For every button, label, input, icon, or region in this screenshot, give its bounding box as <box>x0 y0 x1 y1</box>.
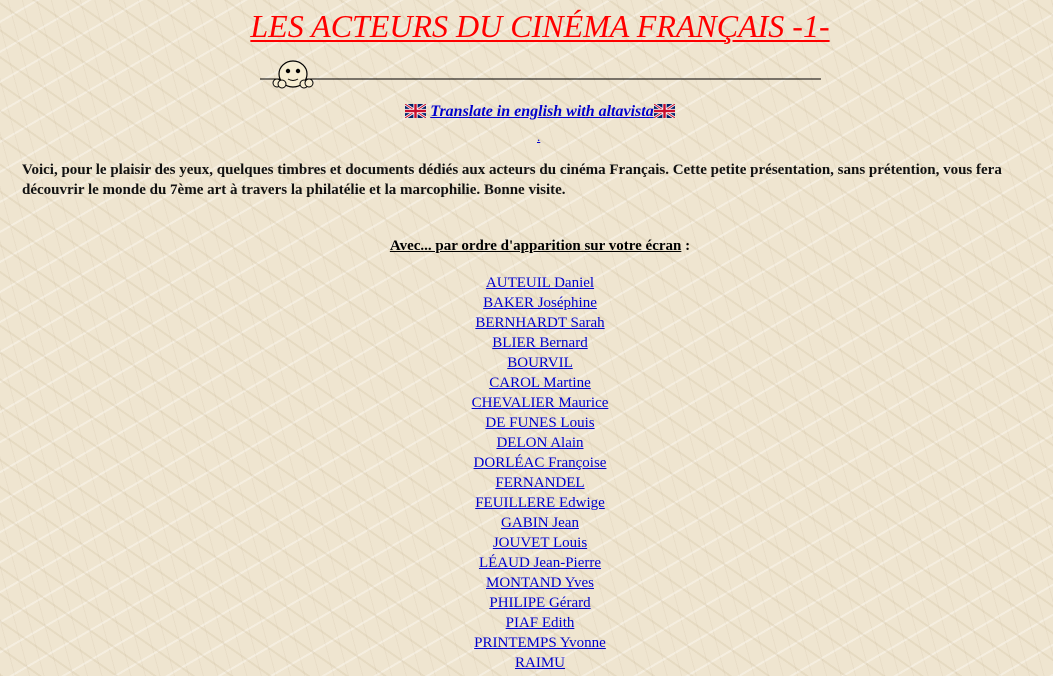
uk-flag-icon <box>405 104 426 118</box>
translate-link[interactable]: Translate in english with altavista <box>430 103 654 120</box>
cast-heading-label: Avec... par ordre d'apparition sur votre écran <box>389 238 682 254</box>
list-item <box>0 493 1053 513</box>
actor-link-baker[interactable]: BAKER Joséphine <box>483 295 597 311</box>
list-item <box>0 293 1053 313</box>
list-item <box>0 473 1053 493</box>
actor-link-raimu[interactable]: RAIMU <box>514 655 565 671</box>
actor-link-montand[interactable]: MONTAND Yves <box>486 575 594 591</box>
list-item <box>0 513 1053 533</box>
list-item <box>0 393 1053 413</box>
actor-link-gabin[interactable]: GABIN Jean <box>501 515 579 531</box>
list-item <box>0 413 1053 433</box>
list-item <box>0 533 1053 553</box>
actor-link-dorleac[interactable]: DORLÉAC Françoise <box>473 455 607 471</box>
actor-link-de-funes[interactable]: DE FUNES Louis <box>485 415 595 431</box>
actor-link-delon[interactable]: DELON Alain <box>496 435 584 451</box>
actor-link-bernhardt[interactable]: BERNHARDT Sarah <box>475 315 605 331</box>
list-item <box>0 333 1053 353</box>
list-item <box>0 353 1053 373</box>
actor-link-fernandel[interactable]: FERNANDEL <box>495 475 585 491</box>
actor-link-printemps[interactable]: PRINTEMPS Yvonne <box>474 635 606 651</box>
list-item <box>0 453 1053 473</box>
list-item <box>0 633 1053 653</box>
actor-list <box>0 273 1053 673</box>
actor-link-carol[interactable]: CAROL Martine <box>489 375 591 391</box>
actor-link-blier[interactable]: BLIER Bernard <box>492 335 588 351</box>
list-item <box>0 553 1053 573</box>
cast-heading-suffix: : <box>681 238 691 254</box>
intro-paragraph: Voici, pour le plaisir des yeux, quelques timbres et documents dédiés aux acteurs du cinéma Français. Cette petite présentation, sans prétention, vous fera découvrir le monde du 7ème art à travers la philatélie et la marcophilie. Bonne visite. <box>22 162 1002 198</box>
actor-link-piaf[interactable]: PIAF Edith <box>505 615 575 631</box>
peeking-face-divider <box>260 60 821 92</box>
list-item <box>0 373 1053 393</box>
translate-row <box>0 103 1053 121</box>
list-item <box>0 593 1053 613</box>
actor-link-chevalier[interactable]: CHEVALIER Maurice <box>471 395 609 411</box>
actor-link-auteuil[interactable]: AUTEUIL Daniel <box>485 275 595 291</box>
list-item <box>0 613 1053 633</box>
list-item <box>0 653 1053 673</box>
list-item <box>0 573 1053 593</box>
actor-link-bourvil[interactable]: BOURVIL <box>507 355 573 371</box>
dot-link[interactable]: . <box>537 129 541 144</box>
actor-link-jouvet[interactable]: JOUVET Louis <box>492 535 588 551</box>
list-item <box>0 433 1053 453</box>
uk-flag-icon <box>654 104 675 118</box>
list-item <box>0 273 1053 293</box>
actor-link-leaud[interactable]: LÉAUD Jean-Pierre <box>478 555 602 571</box>
actor-link-philipe[interactable]: PHILIPE Gérard <box>489 595 591 611</box>
actor-link-feuillere[interactable]: FEUILLERE Edwige <box>475 495 605 511</box>
list-item <box>0 313 1053 333</box>
page-title: LES ACTEURS DU CINÉMA FRANÇAIS -1- <box>250 8 830 44</box>
cast-heading <box>0 238 1053 255</box>
